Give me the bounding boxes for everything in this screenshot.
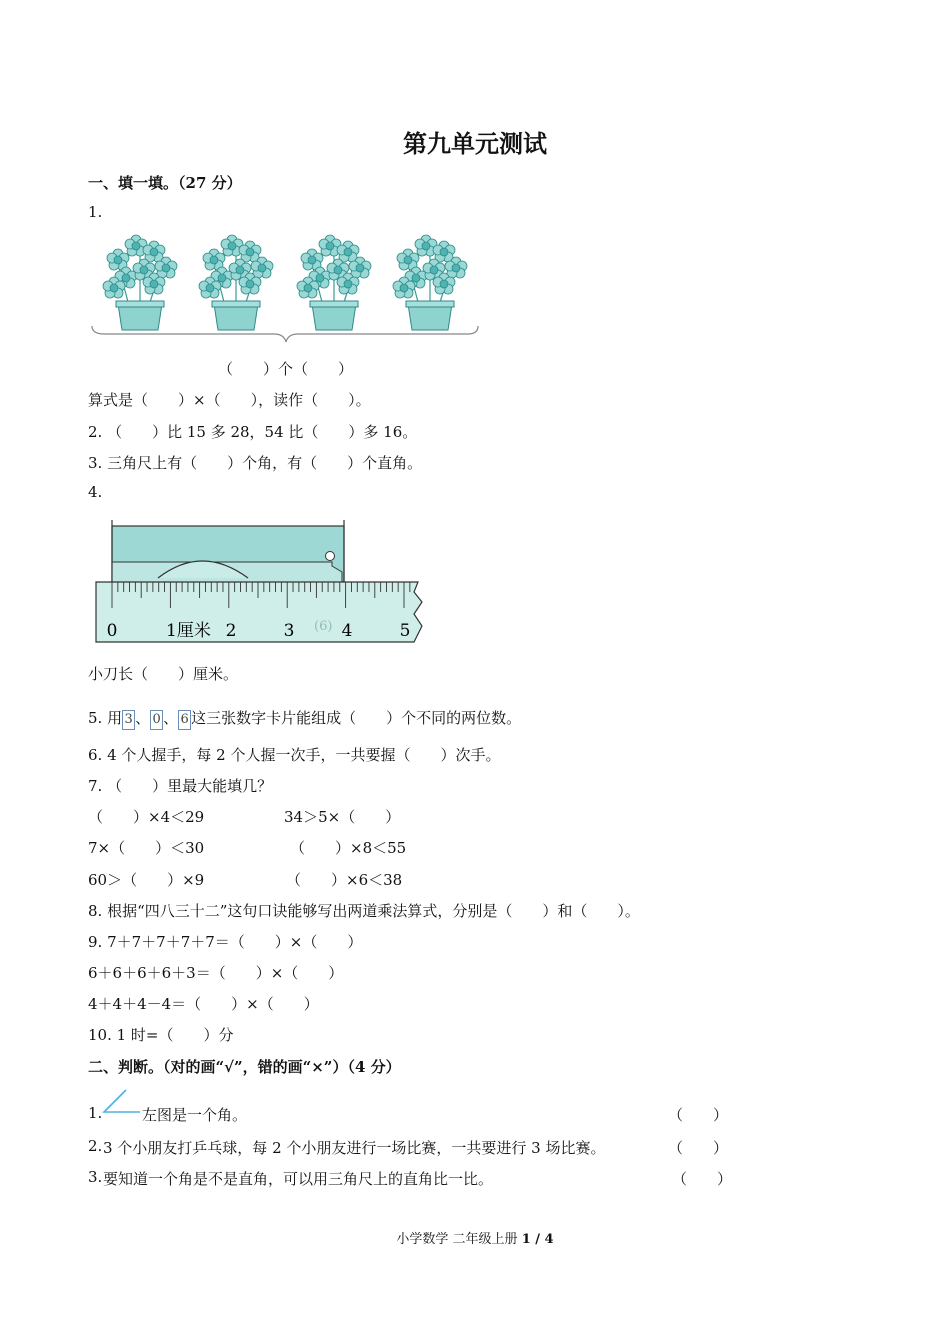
q1-number: 1. <box>88 203 103 221</box>
section2-heading: 二、判断。（对的画“√”，错的画“×”）（4 分） <box>88 1058 401 1076</box>
ruler-watermark: (6) <box>314 619 333 634</box>
q5-prefix: 5. 用 <box>88 709 123 727</box>
section1-heading: 一、填一填。（27 分） <box>88 174 242 192</box>
judge-2-blank: （ ） <box>668 1139 729 1157</box>
q9-line-3: 4＋4＋4－4＝（ ）×（ ） <box>88 995 319 1013</box>
q2: 2. （ ）比 15 多 28，54 比（ ）多 16。 <box>88 423 418 441</box>
q7-row-2-right: （ ）×8＜55 <box>290 839 407 857</box>
q3: 3. 三角尺上有（ ）个角，有（ ）个直角。 <box>88 454 423 472</box>
q7-row-3-left: 60＞（ ）×9 <box>88 871 205 889</box>
q5-sep-2: 、 <box>163 709 179 727</box>
flower-pot-4 <box>393 235 467 330</box>
ruler-label-1: 1厘米 <box>166 621 211 641</box>
footer-text: 小学数学 二年级上册 <box>396 1232 518 1247</box>
q8: 8. 根据“四八三十二”这句口诀能够写出两道乘法算式，分别是（ ）和（ ）。 <box>88 902 640 920</box>
q7-prompt: 7. （ ）里最大能填几？ <box>88 777 273 795</box>
judge-2-number: 2. <box>88 1137 103 1155</box>
judge-1-number: 1. <box>88 1104 103 1122</box>
number-card-0: 0 <box>150 710 163 730</box>
flower-pot-3 <box>297 235 371 330</box>
number-card-6: 6 <box>178 710 191 730</box>
q10: 10. 1 时=（ ）分 <box>88 1026 234 1044</box>
q4-number: 4. <box>88 483 103 501</box>
ruler-label-5: 5 <box>399 621 411 641</box>
page-title: 第九单元测试 <box>403 129 547 158</box>
ruler-figure <box>92 520 432 650</box>
knife-hole <box>326 552 335 561</box>
q7-row-1-left: （ ）×4＜29 <box>88 808 205 826</box>
q5-sep-1: 、 <box>135 709 151 727</box>
judge-3-number: 3. <box>88 1168 103 1186</box>
q1-blank-line: （ ）个（ ） <box>218 360 354 378</box>
q5 <box>88 707 521 730</box>
page-footer <box>0 1228 950 1247</box>
ruler-body <box>96 582 422 642</box>
judge-3-text: 要知道一个角是不是直角，可以用三角尺上的直角比一比。 <box>103 1170 494 1188</box>
judge-1-blank: （ ） <box>668 1106 729 1124</box>
q1-formula-line: 算式是（ ）×（ ），读作（ ）。 <box>88 391 371 409</box>
footer-page: 1 / 4 <box>521 1232 554 1247</box>
ruler-label-2: 2 <box>225 621 237 641</box>
q7-row-2-left: 7×（ ）＜30 <box>88 839 205 857</box>
ruler-label-3: 3 <box>283 621 295 641</box>
q7-row-3-right: （ ）×6＜38 <box>286 871 403 889</box>
q9-line-1: 9. 7＋7＋7＋7＋7＝（ ）×（ ） <box>88 933 363 951</box>
judge-1-text: 左图是一个角。 <box>142 1106 248 1124</box>
number-card-3: 3 <box>122 710 135 730</box>
angle-figure <box>102 1088 142 1116</box>
ruler-label-0: 0 <box>106 621 118 641</box>
judge-3-blank: （ ） <box>672 1170 733 1188</box>
flower-pots-figure <box>88 232 483 344</box>
q9-line-2: 6＋6＋6＋6＋3＝（ ）×（ ） <box>88 964 344 982</box>
flower-pot-1 <box>103 235 177 330</box>
q4-answer-line: 小刀长（ ）厘米。 <box>88 665 239 683</box>
q5-suffix: 这三张数字卡片能组成（ ）个不同的两位数。 <box>191 709 522 727</box>
judge-2-text: 3 个小朋友打乒乓球，每 2 个小朋友进行一场比赛，一共要进行 3 场比赛。 <box>103 1139 606 1157</box>
q7-row-1-right: 34＞5×（ ） <box>284 808 401 826</box>
ruler-label-4: 4 <box>341 621 353 641</box>
q6: 6. 4 个人握手，每 2 个人握一次手，一共要握（ ）次手。 <box>88 746 501 764</box>
flower-pot-2 <box>199 235 273 330</box>
